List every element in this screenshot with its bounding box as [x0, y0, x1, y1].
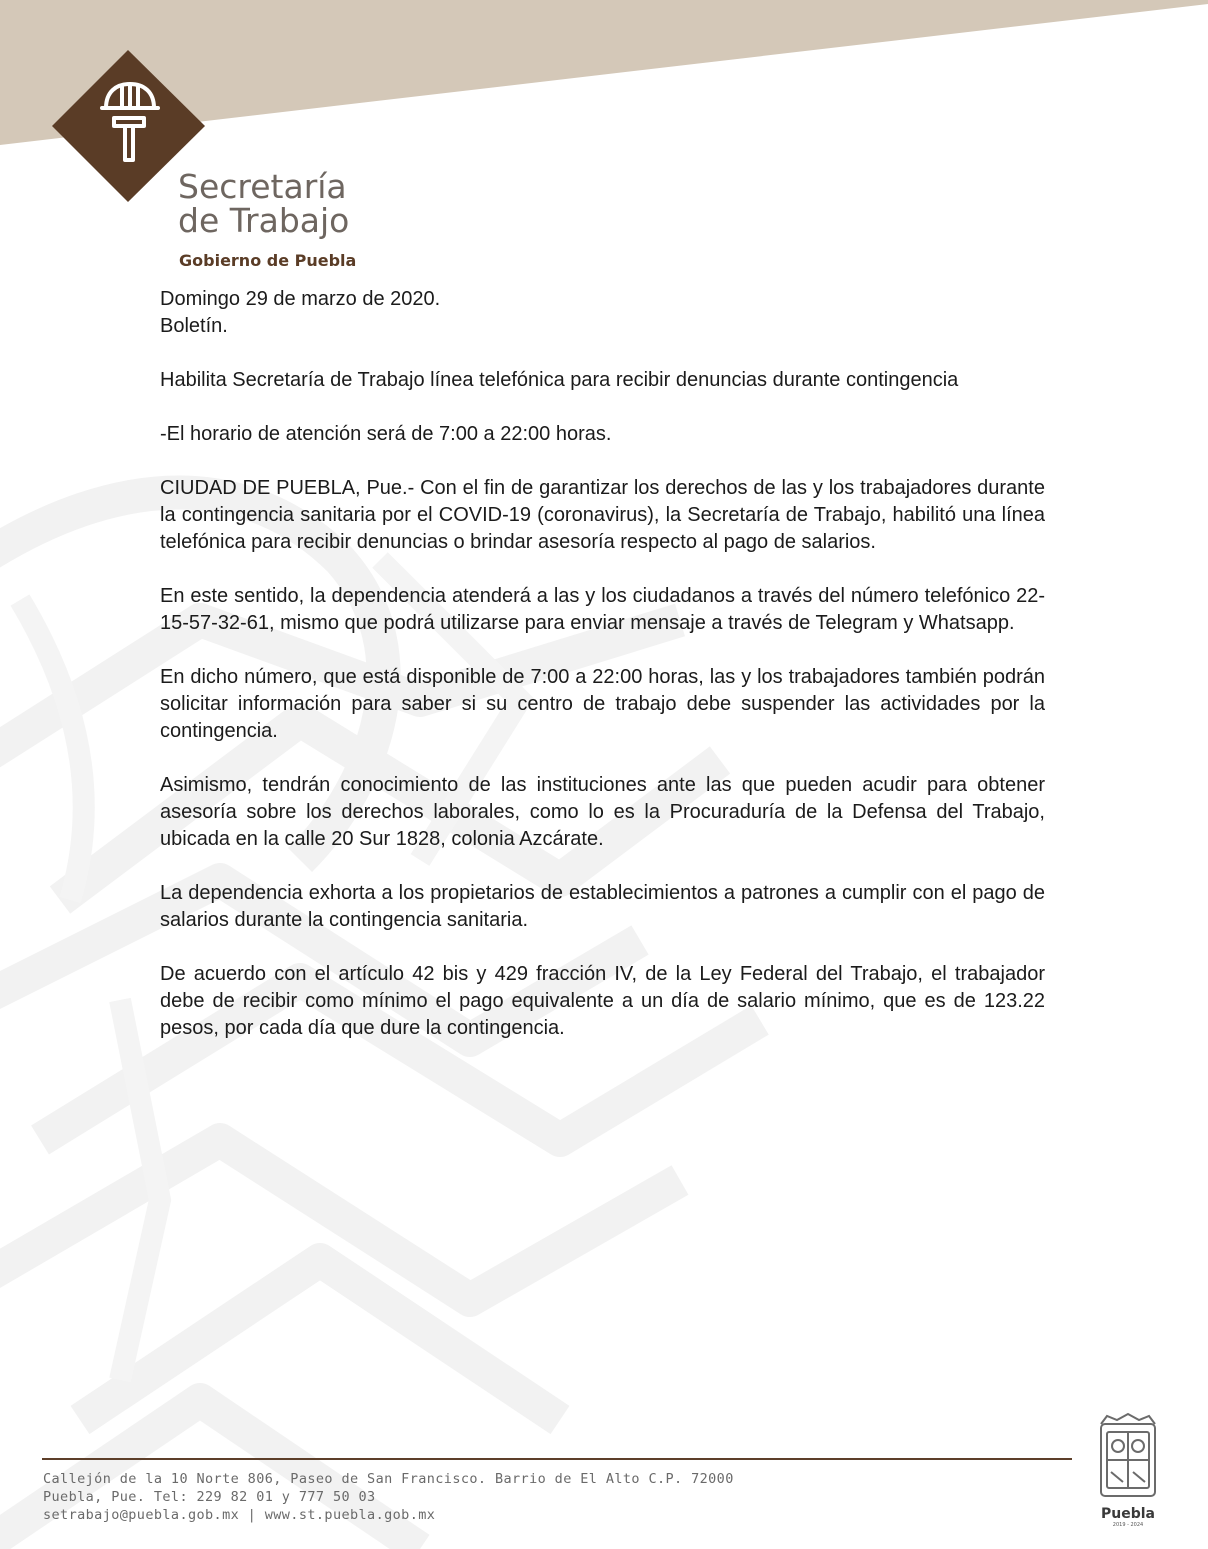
bulletin-paragraph: Asimismo, tendrán conocimiento de las instituciones ante las que pueden acudir para obtener asesoría sobre los derechos laborales, como lo es la Procuraduría de la Defensa del Trabajo, ubicada en la calle 20 Sur 1828, colonia Azcárate.	[160, 774, 1045, 850]
seal-label: Puebla	[1101, 1506, 1155, 1522]
bulletin-headline: Habilita Secretaría de Trabajo línea telefónica para recibir denuncias durante contingencia	[160, 369, 959, 391]
government-label: Gobierno de Puebla	[179, 251, 357, 270]
bulletin-body	[160, 286, 1045, 1042]
bulletin-type: Boletín.	[160, 315, 228, 337]
org-name	[178, 167, 350, 240]
bulletin-paragraph: En este sentido, la dependencia atenderá a las y los ciudadanos a través del número telefónico 22-15-57-32-61, mismo que podrá utilizarse para enviar mensaje a través de Telegram y Whatsapp.	[160, 585, 1045, 634]
bulletin-date: Domingo 29 de marzo de 2020.	[160, 288, 441, 310]
bulletin-subheadline: -El horario de atención será de 7:00 a 22:00 horas.	[160, 423, 612, 445]
footer-email-web: setrabajo@puebla.gob.mx | www.st.puebla.gob.mx	[43, 1507, 436, 1523]
bulletin-paragraph: CIUDAD DE PUEBLA, Pue.- Con el fin de garantizar los derechos de las y los trabajadores durante la contingencia sanitaria por el COVID-19 (coronavirus), la Secretaría de Trabajo, habilitó una línea telefónica para recibir denuncias o brindar asesoría respecto al pago de salarios.	[160, 477, 1045, 553]
bulletin-paragraph: La dependencia exhorta a los propietarios de establecimientos a patrones a cumplir con el pago de salarios durante la contingencia sanitaria.	[160, 882, 1045, 931]
bulletin-paragraph: En dicho número, que está disponible de 7:00 a 22:00 horas, las y los trabajadores también podrán solicitar información para saber si su centro de trabajo debe suspender las actividades por la contingencia.	[160, 666, 1045, 742]
footer-address: Callejón de la 10 Norte 806, Paseo de San Francisco. Barrio de El Alto C.P. 72000	[43, 1471, 734, 1487]
footer-city-phone: Puebla, Pue. Tel: 229 82 01 y 777 50 03	[43, 1489, 376, 1505]
seal-years: 2019 - 2024	[1112, 1522, 1144, 1528]
bulletin-paragraph: De acuerdo con el artículo 42 bis y 429 fracción IV, de la Ley Federal del Trabajo, el trabajador debe de recibir como mínimo el pago equivalente a un día de salario mínimo, que es de 123.22 pesos, por cada día que dure la contingencia.	[160, 963, 1045, 1039]
footer-divider	[42, 1458, 1072, 1460]
org-name-line2: de Trabajo	[178, 201, 350, 240]
org-name-line1: Secretaría	[178, 167, 347, 206]
footer-contact	[43, 1470, 734, 1524]
puebla-coat-of-arms-icon	[1093, 1410, 1163, 1504]
